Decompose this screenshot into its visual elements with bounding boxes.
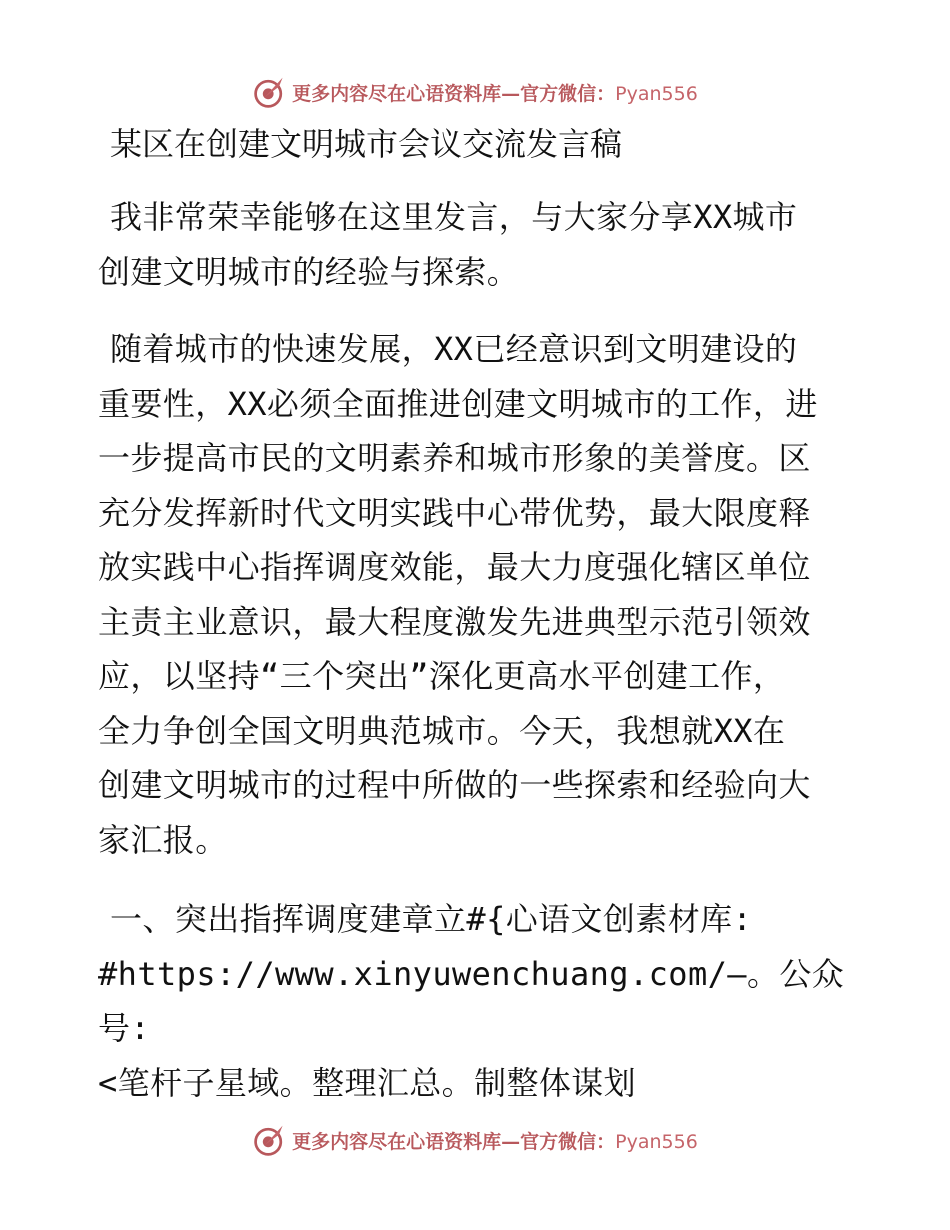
watermark-header [0,72,950,112]
document-title: 某区在创建文明城市会议交流发言稿 [110,125,623,163]
watermark-footer [0,1120,950,1160]
quill-logo-icon [252,1122,288,1158]
paragraph-background: 随着城市的快速发展，XX已经意识到文明建设的 重要性，XX必须全面推进创建文明城市的工作，进 一步提高市民的文明素养和城市形象的美誉度。区 充分发挥新时代文明实践中心带优势，最大限度释 放实践中心指挥调度效能，最大力度强化辖区单位 主责主业意识，最大程度激发先进典型示范引领效 应，以坚持“三个突出”深化更高水平创建工作， 全力争创全国文明典范城市。今天，我想就XX在 创建文明城市的过程中所做的一些探索和经验向大 家汇报。 [98,330,818,859]
watermark-label: 更多内容尽在心语资料库—官方微信：Pyan556 [292,82,698,105]
wechat-id: Pyan556 [615,1130,698,1153]
watermark-label: 更多内容尽在心语资料库—官方微信：Pyan556 [292,1130,698,1153]
wechat-id: Pyan556 [615,82,698,105]
paragraph-section-one: 一、突出指挥调度建章立#{心语文创素材库: #https://www.xinyuwenchuang.com/—。公众号: <笔杆子星域。整理汇总。制整体谋划 [98,900,845,1102]
quill-logo-icon [252,74,288,110]
paragraph-intro: 我非常荣幸能够在这里发言，与大家分享XX城市 创建文明城市的经验与探索。 [98,198,798,291]
document-body [98,118,858,1110]
